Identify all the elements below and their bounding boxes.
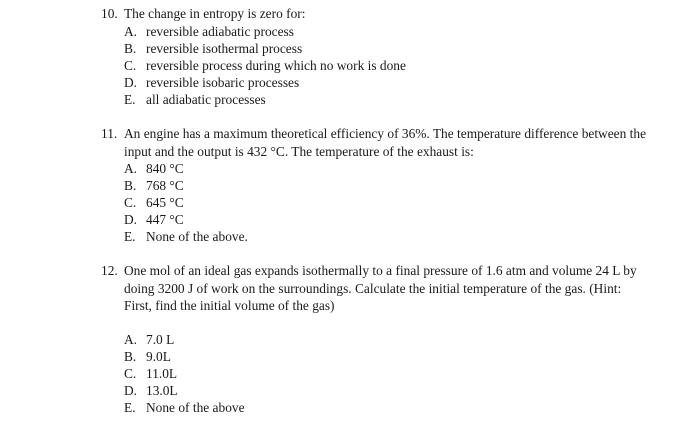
option-c <box>124 195 184 211</box>
option-a <box>124 332 174 348</box>
option-letter: B. <box>124 178 137 193</box>
option-letter: C. <box>124 366 137 381</box>
option-text: 840 °C <box>146 161 184 176</box>
option-text: None of the above <box>146 400 245 415</box>
question-text-line-3: First, find the initial volume of the gas) <box>124 298 335 313</box>
option-letter: B. <box>124 41 137 56</box>
option-d <box>124 75 299 91</box>
option-letter: D. <box>124 212 138 227</box>
option-letter: E. <box>124 400 136 415</box>
option-letter: D. <box>124 383 138 398</box>
option-text: reversible isobaric processes <box>146 75 300 90</box>
option-text: all adiabatic processes <box>146 92 266 107</box>
question-number: 12. <box>101 263 118 278</box>
option-text: 768 °C <box>146 178 184 193</box>
option-letter: E. <box>124 229 136 244</box>
option-letter: A. <box>124 24 138 39</box>
option-b <box>124 41 302 57</box>
option-a <box>124 24 294 40</box>
option-text: 7.0 L <box>146 332 175 347</box>
option-text: 11.0L <box>146 366 178 381</box>
option-letter: B. <box>124 349 137 364</box>
option-a <box>124 161 184 177</box>
question-text-line-1: An engine has a maximum theoretical efficiency of 36%. The temperature difference between the <box>124 126 647 141</box>
option-text: 645 °C <box>146 195 184 210</box>
option-b <box>124 178 184 194</box>
option-text: reversible adiabatic process <box>146 24 294 39</box>
option-letter: A. <box>124 332 138 347</box>
question-text-line-2: input and the output is 432 °C. The temperature of the exhaust is: <box>124 144 474 159</box>
option-text: reversible isothermal process <box>146 41 303 56</box>
option-text: 9.0L <box>146 349 171 364</box>
option-e <box>124 92 266 108</box>
option-c <box>124 58 406 74</box>
option-letter: D. <box>124 75 138 90</box>
question-number: 10. <box>101 6 118 21</box>
question-number: 11. <box>101 126 118 141</box>
option-d <box>124 212 184 228</box>
question-text: The change in entropy is zero for: <box>124 6 306 21</box>
option-e <box>124 229 248 245</box>
question-text-line-1: One mol of an ideal gas expands isothermally to a final pressure of 1.6 atm and volume 24 L by <box>124 263 637 278</box>
option-text: None of the above. <box>146 229 248 244</box>
question-text-line-2: doing 3200 J of work on the surroundings. Calculate the initial temperature of the gas. (Hint: <box>124 281 622 296</box>
option-letter: E. <box>124 92 136 107</box>
option-text: 447 °C <box>146 212 184 227</box>
option-letter: C. <box>124 195 137 210</box>
option-d <box>124 383 178 399</box>
option-text: 13.0L <box>146 383 178 398</box>
option-b <box>124 349 171 365</box>
option-e <box>124 400 245 416</box>
option-letter: C. <box>124 58 137 73</box>
option-text: reversible process during which no work is done <box>146 58 406 73</box>
option-letter: A. <box>124 161 138 176</box>
option-c <box>124 366 177 382</box>
